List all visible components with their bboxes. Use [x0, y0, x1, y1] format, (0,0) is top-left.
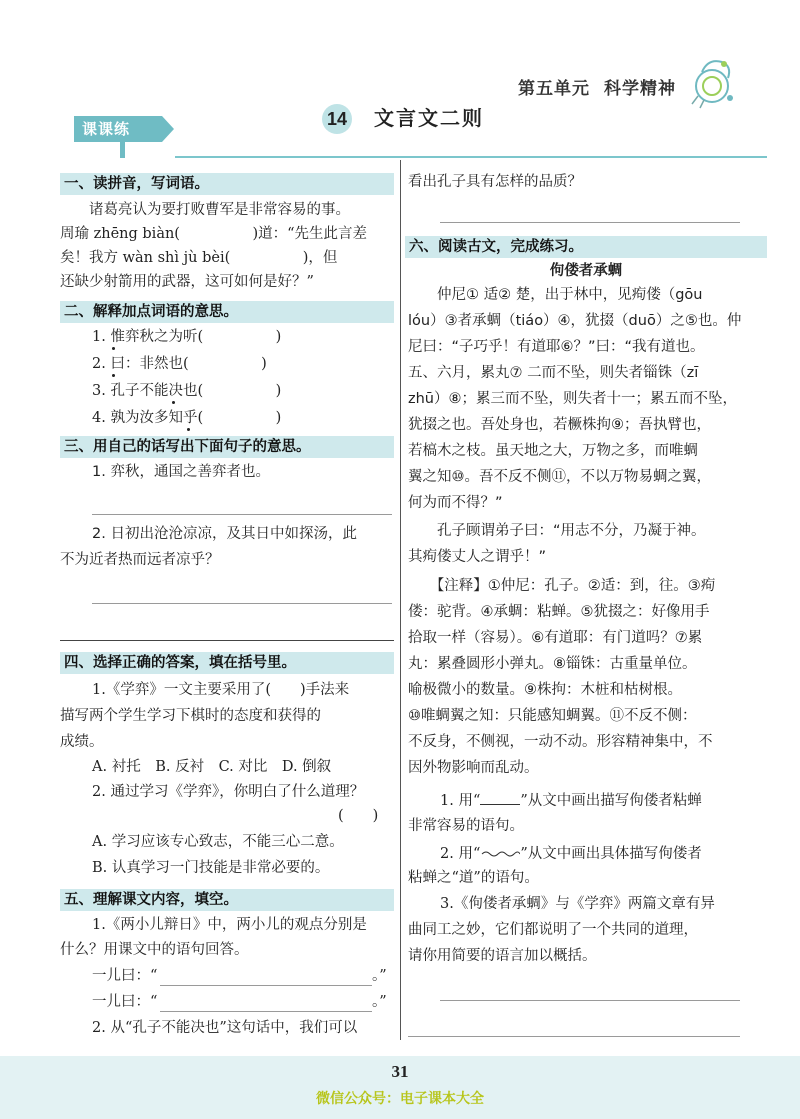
passage-line: 孔子顾谓弟子曰：“用志不分，乃凝于神。	[408, 523, 706, 539]
note-line: 拾取一样（容易）。⑥有道耶：有门道吗？⑦累	[408, 630, 703, 646]
s6-q2-b: ”从文中画出具体描写佝偻者	[520, 846, 702, 862]
s3-question-1: 1. 弈秋，通国之善弈者也。	[92, 464, 270, 480]
s2-item: 3. 孔子不能决也( )	[92, 383, 282, 399]
wavy-underline-sample	[480, 842, 520, 858]
s2-item: 1. 惟弈秋之为听( )	[92, 329, 282, 345]
emphasis-dot	[172, 401, 175, 404]
s5-kid1: 一儿曰：“	[92, 968, 158, 984]
section-5-title: 五、理解课文内容，填空。	[60, 889, 394, 911]
s6-q1-start	[440, 790, 702, 811]
s5-kid2: 一儿曰：“	[92, 994, 158, 1010]
unit-label: 第五单元	[518, 79, 590, 99]
passage-line: 犹掇之也。吾处身也，若橛株拘⑨；吾执臂也，	[408, 417, 711, 433]
section-2-title: 二、解释加点词语的意思。	[60, 301, 394, 323]
badge-post	[120, 142, 125, 158]
s5-q1-line: 1.《两小儿辩日》中，两小儿的观点分别是	[92, 917, 367, 933]
emphasis-dot	[112, 347, 115, 350]
passage-line: lóu）③者承蜩（tiáo）④，犹掇（duō）之⑤也。仲	[408, 313, 742, 329]
header-rule	[175, 156, 767, 158]
lesson-title: 文言文二则	[374, 106, 484, 130]
answer-line	[92, 603, 392, 604]
s4-q1-line: 描写两个学生学习下棋时的态度和获得的	[60, 708, 321, 724]
s6-q2-line2: 粘蝉之“道”的语句。	[408, 870, 539, 886]
s5-q1-line: 什么？用课文中的语句回答。	[60, 942, 249, 958]
s6-q1-a: 1. 用“	[440, 793, 481, 809]
answer-line	[408, 1036, 740, 1037]
note-line: 喻极微小的数量。⑨株拘：木桩和枯树根。	[408, 682, 682, 698]
s6-q2-a: 2. 用“	[440, 846, 481, 862]
note-line: 不反身，不侧视，一动不动。形容精神集中，不	[408, 734, 713, 750]
answer-line	[440, 222, 740, 223]
s4-q2-option-a: A. 学习应该专心致志，不能三心二意。	[92, 834, 344, 850]
s4-q2-line: 2. 通过学习《学弈》，你明白了什么道理？	[92, 784, 365, 800]
note-line: 因外物影响而乱动。	[408, 760, 539, 776]
close-quote: 。”	[372, 968, 387, 984]
s2-item: 2. 曰：非然也( )	[92, 356, 267, 372]
passage-title: 佝偻者承蜩	[549, 263, 623, 279]
s6-q1-b: ”从文中画出描写佝偻者粘蝉	[520, 793, 702, 809]
note-line: 丸：累叠圆形小弹丸。⑧锱铢：古重量单位。	[408, 656, 697, 672]
s2-item: 4. 孰为汝多知乎( )	[92, 410, 282, 426]
column-divider	[400, 160, 401, 1040]
badge-label: 课课练	[82, 120, 131, 138]
fill-line	[160, 985, 372, 986]
emphasis-dot	[112, 374, 115, 377]
s5-q2-cont: 看出孔子具有怎样的品质？	[408, 174, 582, 190]
passage-line: 若槁木之枝。虽天地之大，万物之多，而唯蜩	[408, 443, 698, 459]
decoration-icon	[688, 52, 740, 110]
s5-q2-line: 2. 从“孔子不能决也”这句话中，我们可以	[92, 1020, 358, 1036]
passage-line: 翼之知⑩。吾不反不侧⑪，不以万物易蜩之翼，	[408, 469, 711, 485]
section-3-title: 三、用自己的话写出下面句子的意思。	[60, 436, 394, 458]
unit-theme: 科学精神	[604, 79, 676, 99]
emphasis-dot	[187, 428, 190, 431]
passage-line: 五、六月，累丸⑦ 二而不坠，则失者锱铢（zī	[408, 365, 699, 381]
s1-line: 周瑜 zhēng biàn( )道：“先生此言差	[60, 226, 368, 242]
wechat-watermark: 微信公众号：电子课本大全	[316, 1091, 484, 1107]
answer-line	[440, 1000, 740, 1001]
s4-q1-options: A. 衬托 B. 反衬 C. 对比 D. 倒叙	[92, 759, 332, 775]
section-4-title: 四、选择正确的答案，填在括号里。	[60, 652, 394, 674]
s1-line: 还缺少射箭用的武器，这可如何是好？”	[60, 274, 314, 290]
section-6-title: 六、阅读古文，完成练习。	[405, 236, 767, 258]
note-line: ⑩唯蜩翼之知：只能感知蜩翼。⑪不反不侧：	[408, 708, 697, 724]
s3-question-2: 2. 日初出沧沧凉凉，及其日中如探汤，此	[92, 526, 357, 542]
answer-line	[92, 514, 392, 515]
s1-line: 诸葛亮认为要打败曹军是非常容易的事。	[60, 202, 350, 218]
s4-q2-paren: ( )	[338, 808, 379, 824]
straight-underline-sample	[480, 790, 520, 805]
s6-q1-line2: 非常容易的语句。	[408, 818, 524, 834]
lesson-number: 14	[326, 109, 348, 129]
s1-line: 矣！我方 wàn shì jù bèi( )，但	[60, 250, 338, 266]
s6-q3-line: 请你用简要的语言加以概括。	[408, 948, 597, 964]
passage-line: 其痀偻丈人之谓乎！”	[408, 549, 547, 565]
unit-heading	[518, 74, 676, 99]
section-1-title: 一、读拼音，写词语。	[60, 173, 394, 195]
passage-line: 仲尼① 适② 楚，出于林中，见痀偻（gōu	[408, 287, 703, 303]
fill-line	[160, 1011, 372, 1012]
passage-line: 何为而不得？”	[408, 495, 503, 511]
note-line: 偻：驼背。④承蜩：粘蝉。⑤犹掇之：好像用手	[408, 604, 710, 620]
page-number: 31	[391, 1062, 409, 1081]
s6-q2-start	[440, 842, 702, 864]
close-quote: 。”	[372, 994, 387, 1010]
note-line: 【注释】①仲尼：孔子。②适：到，往。③痀	[408, 578, 716, 594]
passage-line: 尼曰：“子巧乎！有道耶⑥？”曰：“我有道也。	[408, 339, 705, 355]
s4-q2-option-b: B. 认真学习一门技能是非常必要的。	[92, 860, 330, 876]
s3-question-2-cont: 不为近者热而远者凉乎？	[60, 552, 220, 568]
s6-q3-line: 曲同工之妙，它们都说明了一个共同的道理，	[408, 922, 698, 938]
passage-line: zhū）⑧；累三而不坠，则失者十一；累五而不坠，	[408, 391, 737, 407]
s6-q3-line: 3.《佝偻者承蜩》与《学弈》两篇文章有异	[440, 896, 715, 912]
answer-line	[60, 640, 394, 641]
s4-q1-line: 成绩。	[60, 734, 104, 750]
s4-q1-line: 1.《学弈》一文主要采用了( )手法来	[92, 682, 350, 698]
